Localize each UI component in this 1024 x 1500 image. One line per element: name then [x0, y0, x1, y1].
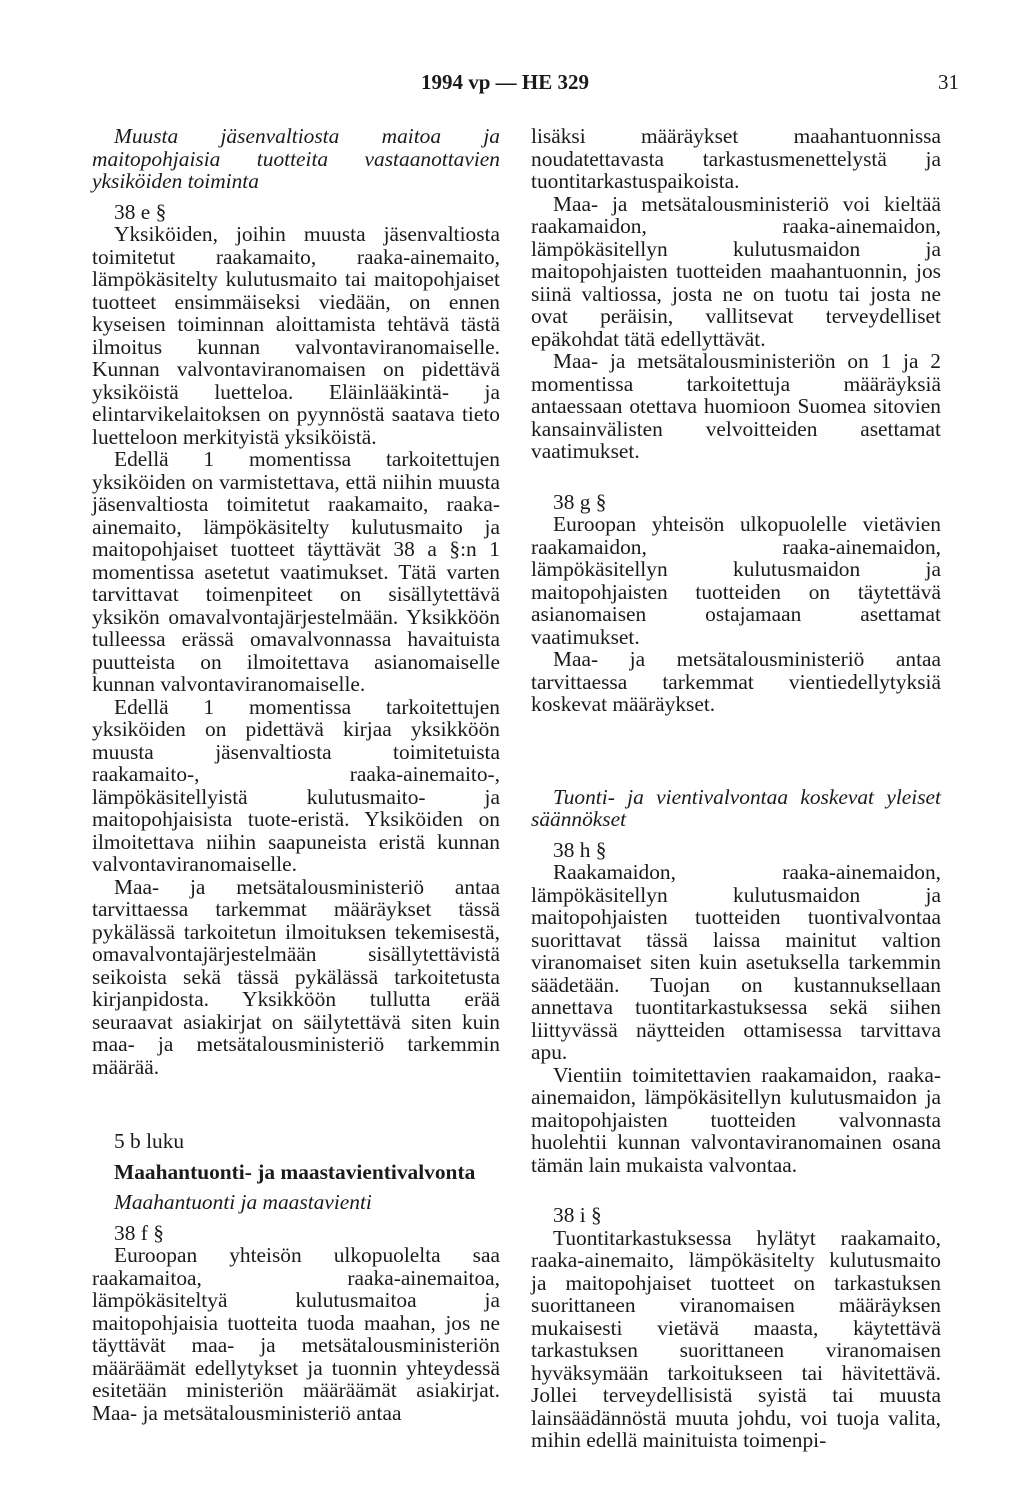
page-number: 31 — [938, 70, 959, 94]
paragraph: Maa- ja metsätalousministeriö antaa tarvittaessa tarkemmat määräykset tässä pykälässä tarkoitetun ilmoituksen tekemisestä, omavalvontajärjestelmään sisällytettävistä seikoista sekä tässä pykälässä tarkoitetusta kirjanpidosta. Yksikköön tullutta erää seuraavat asiakirjat on säilytettävä siten kuin maa- ja metsätalousministeriö tarkemmin määrää. — [92, 874, 500, 1079]
section-number: 38 f § — [114, 1220, 164, 1245]
chapter-number: 5 b luku — [114, 1129, 185, 1153]
section-number: 38 g § — [553, 489, 607, 514]
section-number: 38 h § — [553, 837, 607, 862]
chapter-subtitle: Maahantuonti ja maastavienti — [114, 1190, 372, 1214]
section-number: 38 i § — [553, 1203, 602, 1227]
paragraph: Yksiköiden, joihin muusta jäsenvaltiosta toimitetut raakamaito, raaka-ainemaito, lämpökäsitelty kulutusmaito tai maitopohjaiset tuotteet ensimmäiseksi viedään, on ennen kyseisen toiminnan aloittamista tehtävä tästä ilmoitus kunnan valvontaviranomaiselle. Kunnan valvontaviranomaisen on pidettävä yksiköistä luetteloa. Eläinlääkintä- ja elintarvikelaitoksen on pyynnöstä saatava tieto luetteloon merkityistä yksiköistä. — [92, 222, 500, 449]
paragraph: Tuontitarkastuksessa hylätyt raakamaito, raaka-ainemaito, lämpökäsitelty kulutusmaito ja maitopohjaiset tuotteet on tarkastuksen suorittaneen viranomaisen määräyksen mukaisesti vietävä maasta, käytettävä tarkastuksen suorittaneen viranomaisen hyväksymään tarkoitukseen tai hävitettävä. Jollei terveydellisistä syistä tai muusta lainsäädännöstä muuta johdu, voi tuoja valita, mihin edellä mainituista toimenpi- — [531, 1225, 941, 1452]
section-heading: Tuonti- ja vientivalvontaa koskevat yleiset säännökset — [531, 784, 941, 831]
paragraph: Maa- ja metsätalousministeriön on 1 ja 2 momentissa tarkoitettuja määräyksiä antaessaan otettava huomioon Suomea sitovien kansainvälisten velvoitteiden asettamat vaatimukset. — [531, 349, 941, 463]
section-number: 38 e § — [114, 199, 167, 224]
page-header — [0, 68, 1024, 98]
chapter-title: Maahantuonti- ja maastavientivalvonta — [114, 1159, 476, 1184]
paragraph: Maa- ja metsätalousministeriö voi kieltää raakamaidon, raaka-ainemaidon, lämpökäsitellyn kulutusmaidon ja maitopohjaisten tuotteiden maahantuonnin, jos siinä valtiossa, josta ne on tuotu tai josta ne ovat peräisin, vallitsevat terveydelliset epäkohdat tätä edellyttävät. — [531, 191, 941, 351]
paragraph: Maa- ja metsätalousministeriö antaa tarvittaessa tarkemmat vientiedellytyksiä koskevat määräykset. — [531, 647, 941, 716]
paragraph: Edellä 1 momentissa tarkoitettujen yksiköiden on varmistettava, että niihin muusta jäsenvaltiosta toimitetut raakamaito, raaka-ainemaito, lämpökäsitelty kulutusmaito ja maitopohjaiset tuotteet täyttävät 38 a §:n 1 momentissa asetetut vaatimukset. Tätä varten tarvittavat toimenpiteet on sisällytettävä yksikön omavalvontajärjestelmään. Yksikköön tulleessa erässä omavalvonnassa havaituista puutteista on ilmoitettava asianomaiselle kunnan valvontaviranomaiselle. — [92, 447, 500, 696]
section-heading: Muusta jäsenvaltiosta maitoa ja maitopohjaisia tuotteita vastaanottavien yksiköiden toiminta — [92, 124, 500, 193]
paragraph: Edellä 1 momentissa tarkoitettujen yksiköiden on pidettävä kirjaa yksikköön muusta jäsenvaltiosta toimitetuista raakamaito-, raaka-ainemaito-, lämpökäsitellyistä kulutusmaito- ja maitopohjaisista tuote-eristä. Yksiköiden on ilmoitettava niihin saapuneista eristä kunnan valvontaviranomaiselle. — [92, 694, 500, 876]
paragraph: lisäksi määräykset maahantuonnissa noudatettavasta tarkastusmenettelystä ja tuontitarkastuspaikoista. — [531, 124, 941, 193]
paragraph: Euroopan yhteisön ulkopuolelle vietävien raakamaidon, raaka-ainemaidon, lämpökäsitellyn kulutusmaidon ja maitopohjaisten tuotteiden on täytettävä asianomaisen ostajamaan asettamat vaatimukset. — [531, 512, 941, 649]
paragraph: Raakamaidon, raaka-ainemaidon, lämpökäsitellyn kulutusmaidon ja maitopohjaisten tuotteiden tuontivalvontaa suorittavat tässä laissa mainitut valtion viranomaiset siten kuin asetuksella tarkemmin säädetään. Tuojan on kustannuksellaan annettava tuontitarkastuksessa sekä siihen liittyvässä näytteiden ottamisessa tarvittava apu. — [531, 860, 941, 1064]
paragraph: Vientiin toimitettavien raakamaidon, raaka-ainemaidon, lämpökäsitellyn kulutusmaidon ja maitopohjaisten tuotteiden valvonnasta huolehtii kunnan valvontaviranomainen osana tämän lain mukaista valvontaa. — [531, 1062, 941, 1177]
left-column — [92, 125, 500, 1424]
right-column — [531, 125, 941, 1452]
document-reference: 1994 vp — HE 329 — [420, 70, 590, 94]
paragraph: Euroopan yhteisön ulkopuolelta saa raakamaitoa, raaka-ainemaitoa, lämpökäsiteltyä kulutusmaitoa ja maitopohjaisia tuotteita tuoda maahan, jos ne täyttävät maa- ja metsätalousministeriön määräämät edellytykset ja tuonnin yhteydessä esitetään ministeriön määräämät asiakirjat. Maa- ja metsätalousministeriö antaa — [92, 1243, 500, 1425]
